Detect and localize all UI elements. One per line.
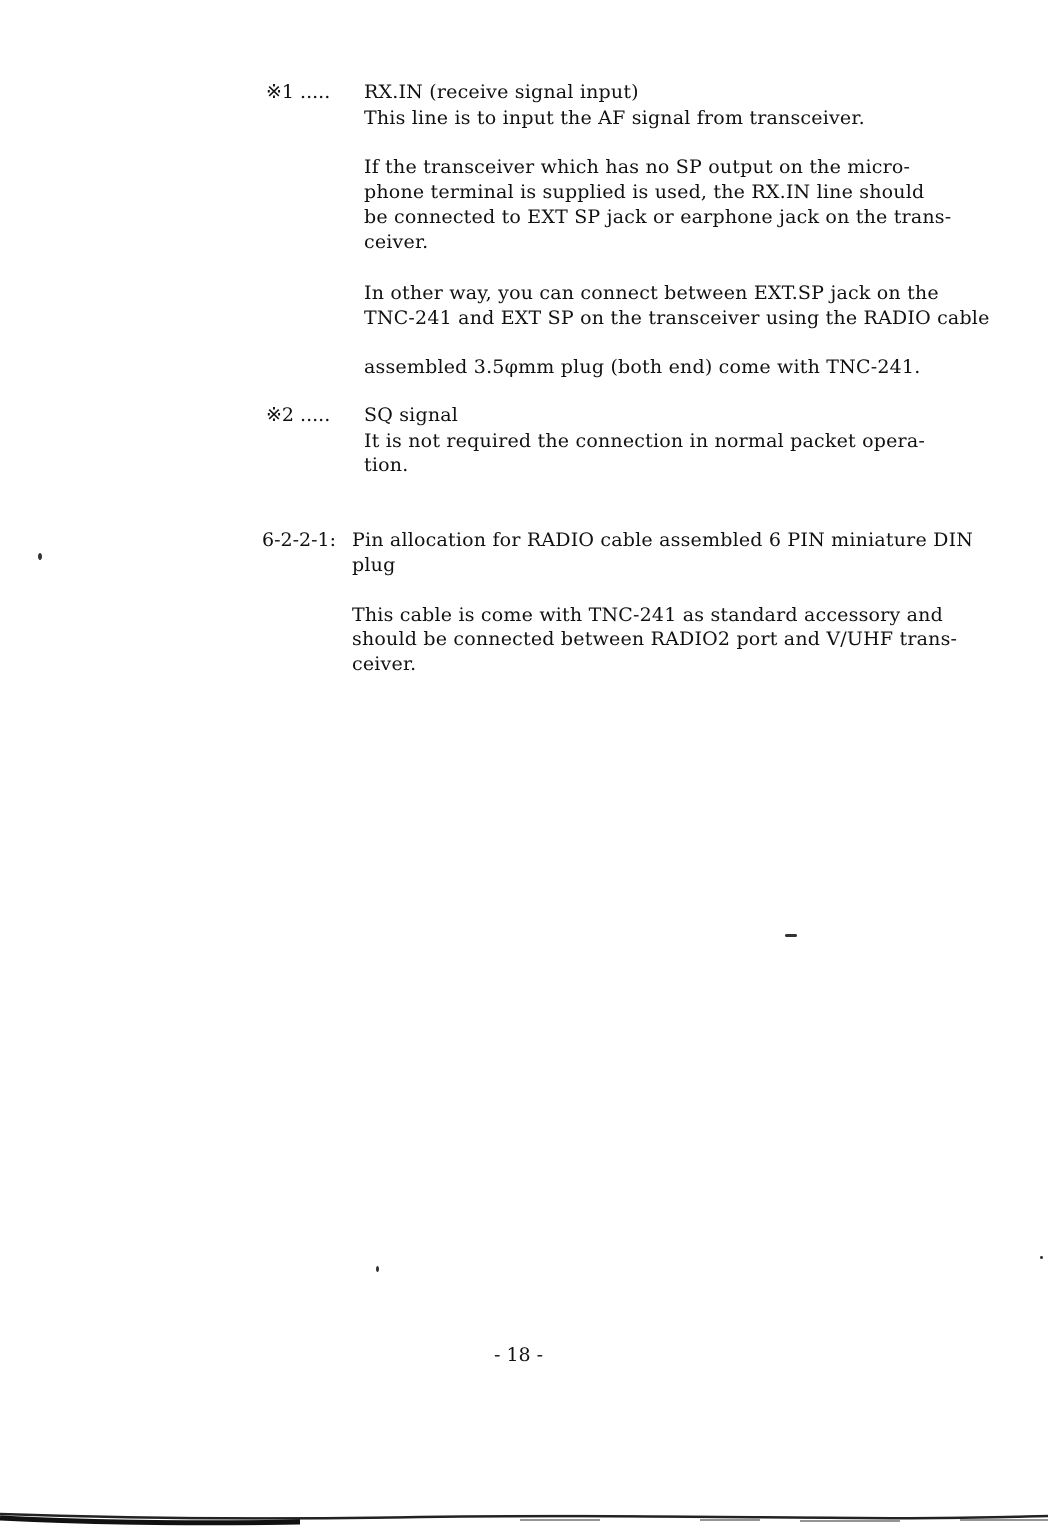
section-body-line-1: This cable is come with TNC-241 as standard accessory and	[352, 604, 943, 626]
note-1-para-2-line-4: ceiver.	[364, 231, 429, 253]
note-1-para-3-line-1: In other way, you can connect between EXT.SP jack on the	[364, 282, 939, 304]
section-heading-line-2: plug	[352, 554, 396, 576]
scan-bottom-edge	[0, 1508, 1048, 1528]
note-1-para-2-line-3: be connected to EXT SP jack or earphone jack on the trans-	[364, 206, 952, 228]
section-body-line-2: should be connected between RADIO2 port and V/UHF trans-	[352, 628, 958, 650]
note-1-para-4: assembled 3.5φmm plug (both end) come with TNC-241.	[364, 356, 921, 378]
note-2-title: SQ signal	[364, 404, 459, 426]
note-1-para-2-line-1: If the transceiver which has no SP output on the micro-	[364, 156, 911, 178]
note-1-line-1: This line is to input the AF signal from transceiver.	[364, 107, 865, 129]
scan-speck	[376, 1266, 379, 1272]
section-heading-line-1: Pin allocation for RADIO cable assembled 6 PIN miniature DIN	[352, 529, 974, 551]
note-1-para-3-line-2: TNC-241 and EXT SP on the transceiver using the RADIO cable	[364, 307, 990, 329]
note-1-para-2-line-2: phone terminal is supplied is used, the RX.IN line should	[364, 181, 925, 203]
note-2-line-2: tion.	[364, 454, 409, 476]
note-2-line-1: It is not required the connection in normal packet opera-	[364, 430, 925, 452]
scan-speck	[785, 934, 797, 937]
scan-speck	[38, 553, 42, 560]
section-number: 6-2-2-1:	[262, 529, 337, 551]
scan-speck	[1040, 1256, 1043, 1259]
note-1-marker: ※1 .....	[266, 81, 331, 103]
page-number: - 18 -	[494, 1344, 544, 1366]
note-2-marker: ※2 .....	[266, 404, 331, 426]
note-1-title: RX.IN (receive signal input)	[364, 81, 639, 103]
section-body-line-3: ceiver.	[352, 653, 417, 675]
